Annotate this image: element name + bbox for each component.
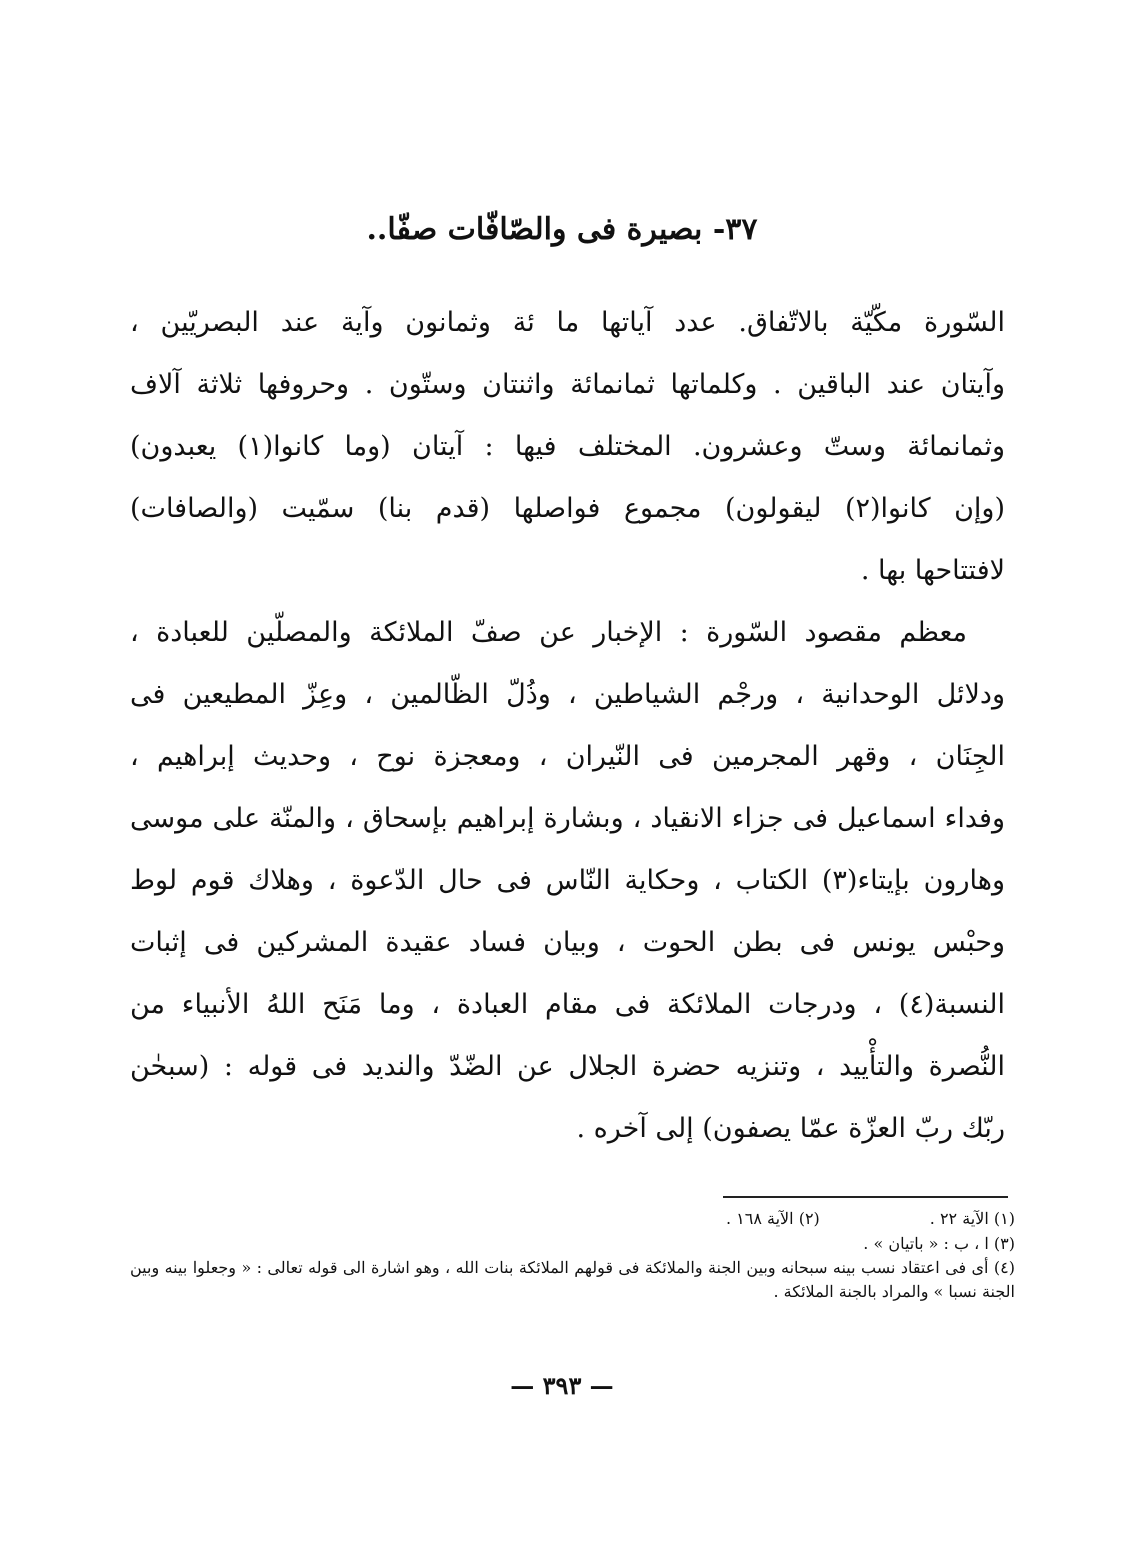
text-line: النسبة(٤) ، ودرجات الملائكة فى مقام العبادة ، وما مَنَح اللهُ الأنبياء من: [130, 989, 1005, 1020]
text-line: وحبْس يونس فى بطن الحوت ، وبيان فساد عقيدة المشركين فى إثبات: [130, 927, 1005, 958]
footnote-row: [130, 1206, 1015, 1231]
footnote-2: (٢) الآية ١٦٨ .: [725, 1209, 820, 1228]
chapter-title: ٣٧- بصيرة فى والصّافّات صفّا..: [366, 212, 758, 247]
footnote-4: (٤) أى فى اعتقاد نسب بينه سبحانه وبين الجنة والملائكة فى قولهم الملائكة بنات الله ، وهو اشارة الى قوله تعالى : « وجعلوا بينه وبين الجنة نسبا » والمراد بالجنة الملائكة .: [130, 1258, 1016, 1301]
footnotes: [130, 1206, 1015, 1304]
text-line: وآيتان عند الباقين . وكلماتها ثمانمائة واثنتان وستّون . وحروفها ثلاثة آلاف: [130, 369, 1005, 400]
text-line: (وإن كانوا(٢) ليقولون) مجموع فواصلها (قدم بنا) سمّيت (والصافات): [130, 493, 1005, 524]
footnote-1: (١) الآية ٢٢ .: [929, 1209, 1015, 1228]
main-paragraphs: [130, 292, 1005, 1160]
text-line: وفداء اسماعيل فى جزاء الانقياد ، وبشارة إبراهيم بإسحاق ، والمنّة على موسى: [130, 803, 1005, 834]
page-number: — ٣٩٣ —: [510, 1371, 614, 1400]
text-line: لافتتاحها بها .: [860, 555, 1005, 586]
text-line: الجِنَان ، وقهر المجرمين فى النّيران ، ومعجزة نوح ، وحديث إبراهيم ،: [130, 741, 1005, 772]
text-line: ودلائل الوحدانية ، ورجْم الشياطين ، وذُلّ الظّالمين ، وعِزّ المطيعين فى: [130, 679, 1005, 710]
footnote-separator: [723, 1196, 1008, 1198]
text-line: وثمانمائة وستّ وعشرون. المختلف فيها : آيتان (وما كانوا(١) يعبدون): [130, 431, 1005, 462]
text-line: وهارون بإيتاء(٣) الكتاب ، وحكاية النّاس فى حال الدّعوة ، وهلاك قوم لوط: [130, 865, 1005, 896]
text-line: النُّصرة والتأْييد ، وتنزيه حضرة الجلال عن الضّدّ والنديد فى قوله : (سبحٰن: [130, 1051, 1005, 1082]
text-line: ربّك ربّ العزّة عمّا يصفون) إلى آخره .: [576, 1113, 1005, 1144]
footnote-3: (٣) ا ، ب : « باتيان » .: [863, 1234, 1015, 1253]
text-line: السّورة مكّيّة بالاتّفاق. عدد آياتها ما ئة وثمانون وآية عند البصريّين ،: [130, 307, 1005, 338]
text-line: معظم مقصود السّورة : الإخبار عن صفّ الملائكة والمصلّين للعبادة ،: [130, 617, 967, 648]
